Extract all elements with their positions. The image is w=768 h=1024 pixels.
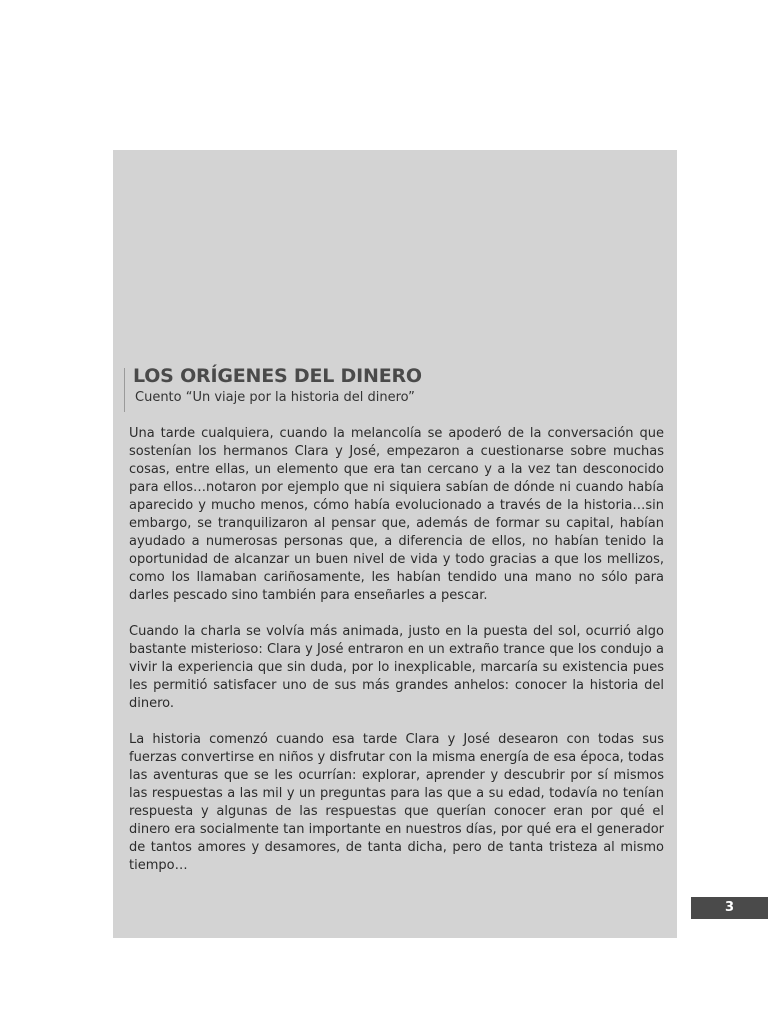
page-subtitle: Cuento “Un viaje por la historia del dinero” (135, 390, 415, 405)
paragraph-3: La historia comenzó cuando esa tarde Clara y José desearon con todas sus fuerzas convertirse en niños y disfrutar con la misma energía de esa época, todas las aventuras que se les ocurrían: explorar, aprender y descubrir por sí mismos las respuestas a las mil y un preguntas para las que a su edad, todavía no tenían respuesta y algunas de las respuestas que querían conocer eran por qué el dinero era socialmente tan importante en nuestros días, por qué era el generador de tantos amores y desamores, de tanta dicha, pero de tanta tristeza al mismo tiempo… (129, 732, 664, 873)
paragraph-2: Cuando la charla se volvía más animada, justo en la puesta del sol, ocurrió algo bastante misterioso: Clara y José entraron en un extraño trance que los condujo a vivir la experiencia que sin duda, por lo inexplicable, marcaría su existencia pues les permitió satisfacer uno de sus más grandes anhelos: conocer la historia del dinero. (129, 624, 664, 711)
page-number: 3 (691, 897, 768, 919)
body-text (129, 425, 664, 893)
heading-rule (124, 368, 125, 412)
page-title: LOS ORÍGENES DEL DINERO (133, 365, 422, 387)
paragraph-1: Una tarde cualquiera, cuando la melancolía se apoderó de la conversación que sostenían los hermanos Clara y José, empezaron a cuestionarse sobre muchas cosas, entre ellas, un elemento que era tan cercano y a la vez tan desconocido para ellos…notaron por ejemplo que ni siquiera sabían de dónde ni cuando había aparecido y mucho menos, cómo había evolucionado a través de la historia…sin embargo, se tranquilizaron al pensar que, además de formar su capital, habían ayudado a numerosas personas que, a diferencia de ellos, no habían tenido la oportunidad de alcanzar un buen nivel de vida y todo gracias a que los mellizos, como los llamaban cariñosamente, les habían tendido una mano no sólo para darles pescado sino también para enseñarles a pescar. (129, 426, 664, 603)
